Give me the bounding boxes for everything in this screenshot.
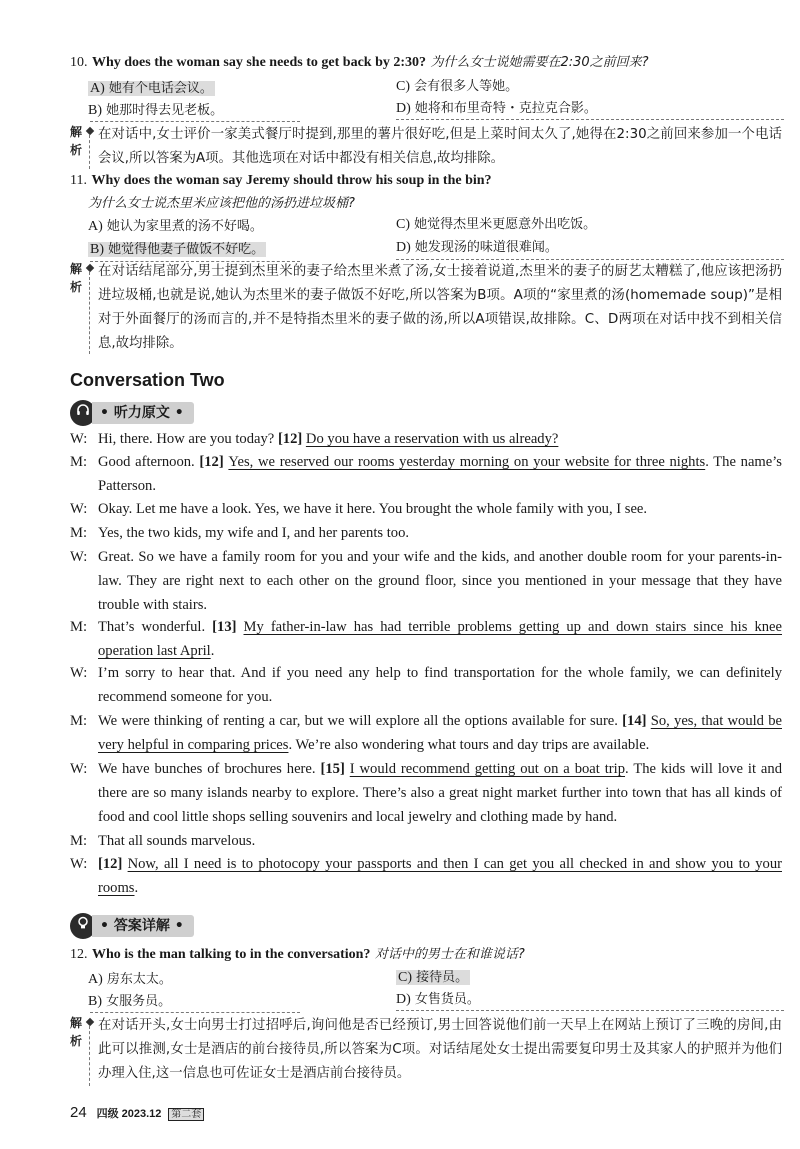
key-sentence: My father-in-law has had terrible problems getting up and down stairs since his knee operation last April: [98, 619, 782, 659]
dialogue-line: [70, 497, 782, 521]
utterance-text: I’m sorry to hear that. And if you need any help to find transportation for the whole family, we can definitely recommend someone for you.: [98, 665, 782, 705]
utterance: [98, 852, 782, 900]
dialogue-line: [70, 757, 782, 829]
utterance-text: We have bunches of brochures here.: [98, 761, 321, 777]
correct-answer-highlight: A) 她有个电话会议。: [90, 81, 213, 96]
explanation-11: [70, 260, 782, 356]
explanation-text: 在对话结尾部分,男士提到杰里米的妻子给杰里米煮了汤,女士接着说道,杰里米的妻子的厨艺太糟糕了,他应该把汤扔进垃圾桶,也就是说,她认为杰里米的妻子做饭不好吃,所以答案为B项。A项的“家里煮的汤(homemade soup)”是相对于外面餐厅的汤而言的,并不是特指杰里米的妻子做的汤,所以A项错误,故排除。C、D两项在对话中找不到相关信息,故均排除。: [98, 264, 782, 351]
question-ref: [12]: [199, 454, 229, 470]
transcript-badge-label: • 听力原文 •: [92, 402, 194, 424]
question-ref: [15]: [320, 761, 350, 777]
option-c: [396, 968, 470, 988]
utterance: [98, 757, 782, 829]
explanation-10: [70, 123, 782, 171]
page-number: 24: [70, 1104, 87, 1121]
utterance: [98, 829, 782, 853]
speaker-label: W:: [70, 665, 88, 681]
key-sentence: I would recommend getting out on a boat trip: [349, 761, 626, 777]
option-d: D) 女售货员。: [396, 992, 480, 1007]
utterance-text: .: [210, 643, 215, 659]
option-b: B) 女服务员。: [88, 994, 172, 1009]
explanation-rule: [89, 1026, 90, 1086]
transcript-badge: [70, 400, 194, 426]
utterance-text: . We’re also wondering what tours and day trips are available.: [288, 737, 650, 753]
dialogue-line: [70, 852, 782, 900]
utterance-text: Okay. Let me have a look. Yes, we have it here. You brought the whole family with you, I see.: [98, 501, 648, 517]
diamond-bullet-icon: [86, 1018, 94, 1026]
issue-label: 四级 2023.12: [96, 1108, 162, 1120]
question-10: [70, 52, 780, 73]
utterance-text: That’s wonderful.: [98, 619, 213, 635]
speaker-label: W:: [70, 431, 88, 447]
question-ref: [14]: [622, 713, 651, 729]
dialogue-line: [70, 661, 782, 709]
diamond-bullet-icon: [86, 127, 94, 135]
correct-answer-highlight: C) 接待员。: [398, 970, 469, 985]
dialogue-line: [70, 545, 782, 617]
utterance-text: That all sounds marvelous.: [98, 833, 256, 849]
correct-answer-highlight: B) 她觉得他妻子做饭不好吃。: [90, 242, 265, 257]
option-b: [88, 240, 266, 260]
divider: [396, 119, 784, 120]
utterance: [98, 521, 782, 545]
answer-badge: [70, 913, 194, 939]
explanation-text: 在对话开头,女士向男士打过招呼后,询问他是否已经预订,男士回答说他们前一天早上在网站上预订了三晚的房间,由此可以推测,女士是酒店的前台接待员,所以答案为C项。对话结尾处女士提出需要复印男士及其家人的护照并为他们办理入住,这一信息也可佐证女士是酒店前台接待员。: [98, 1018, 782, 1081]
speaker-label: M:: [70, 619, 88, 635]
option-d: D) 她将和布里奇特・克拉克合影。: [396, 101, 597, 116]
utterance-text: Good afternoon.: [98, 454, 200, 470]
dialogue-line: [70, 615, 782, 663]
question-12: [70, 944, 780, 965]
option-b: B) 她那时得去见老板。: [88, 103, 224, 118]
question-11-zh: [88, 193, 798, 214]
page-footer: [70, 1104, 204, 1121]
explanation-text: 在对话中,女士评价一家美式餐厅时提到,那里的薯片很好吃,但是上菜时间太久了,她得在2:30之前回来参加一个电话会议,所以答案为A项。其他选项在对话中都没有相关信息,故均排除。: [98, 127, 782, 166]
utterance: [98, 497, 782, 521]
option-a: A) 她认为家里煮的汤不好喝。: [88, 219, 263, 234]
speaker-label: W:: [70, 761, 88, 777]
key-sentence: Do you have a reservation with us already?: [305, 431, 559, 447]
question-text-zh: 为什么女士说杰里米应该把他的汤扔进垃圾桶?: [88, 196, 355, 211]
option-a: [88, 79, 215, 99]
explanation-label: 解析: [70, 262, 83, 294]
speaker-label: W:: [70, 856, 88, 872]
question-text-en: Why does the woman say Jeremy should throw his soup in the bin?: [91, 173, 492, 188]
option-c: C) 她觉得杰里米更愿意外出吃饭。: [396, 217, 597, 232]
dialogue-line: [70, 450, 782, 498]
section-title: Conversation Two: [70, 370, 225, 390]
explanation-rule: [89, 135, 90, 169]
utterance: [98, 450, 782, 498]
divider: [90, 1012, 300, 1013]
diamond-bullet-icon: [86, 264, 94, 272]
question-11: [70, 170, 780, 191]
explanation-label: 解析: [70, 1016, 83, 1048]
utterance-text: . The name’s Patterson.: [98, 454, 782, 494]
utterance-text: Hi, there. How are you today?: [98, 431, 278, 447]
key-sentence: Now, all I need is to photocopy your passports and then I can get you all checked in and show you to your rooms: [98, 856, 782, 896]
explanation-label: 解析: [70, 125, 83, 157]
question-text-zh: 为什么女士说她需要在2:30之前回来?: [430, 55, 649, 70]
divider: [90, 121, 300, 122]
option-a: A) 房东太太。: [88, 972, 172, 987]
speaker-label: M:: [70, 713, 88, 729]
volume-tag: 第二套: [168, 1108, 204, 1121]
speaker-label: M:: [70, 525, 88, 541]
question-number: 12.: [70, 947, 88, 962]
utterance-text: . The kids will love it and there are so many islands nearby to explore. There’s also a great night market further into town that has all kinds of food and cool little shops selling souvenirs and local jewelry and clothing made by hand.: [98, 761, 783, 825]
dialogue-line: [70, 521, 782, 545]
key-sentence: So, yes, that would be very helpful in comparing prices: [98, 713, 782, 753]
utterance: [98, 661, 782, 709]
utterance: [98, 427, 782, 451]
question-ref: [12]: [98, 856, 128, 872]
dialogue-line: [70, 709, 782, 757]
speaker-label: W:: [70, 549, 88, 565]
question-ref: [12]: [277, 431, 306, 447]
question-text-en: Who is the man talking to in the conversation?: [91, 947, 371, 962]
question-text-zh: 对话中的男士在和谁说话?: [374, 947, 525, 962]
question-ref: [13]: [212, 619, 244, 635]
question-number: 10.: [70, 55, 88, 70]
explanation-12: [70, 1014, 782, 1088]
utterance-text: Great. So we have a family room for you and your wife and the kids, and another double room for your parents-in-law. They are right next to each other on the ground floor, since you mentioned in your message that they have trouble with stairs.: [98, 549, 782, 613]
answer-badge-label: • 答案详解 •: [92, 915, 194, 937]
speaker-label: M:: [70, 454, 88, 470]
option-d: D) 她发现汤的味道很难闻。: [396, 240, 558, 255]
question-number: 11.: [70, 173, 87, 188]
utterance: [98, 615, 782, 663]
utterance-text: Yes, the two kids, my wife and I, and her parents too.: [98, 525, 410, 541]
divider: [396, 1010, 784, 1011]
speaker-label: W:: [70, 501, 88, 517]
utterance: [98, 545, 782, 617]
utterance-text: We were thinking of renting a car, but we will explore all the options available for sure.: [98, 713, 623, 729]
dialogue-line: [70, 427, 782, 451]
key-sentence: Yes, we reserved our rooms yesterday morning on your website for three nights: [228, 454, 706, 470]
utterance-text: .: [134, 880, 139, 896]
explanation-rule: [89, 272, 90, 354]
speaker-label: M:: [70, 833, 88, 849]
option-c: C) 会有很多人等她。: [396, 79, 519, 94]
question-text-en: Why does the woman say she needs to get back by 2:30?: [91, 55, 427, 70]
dialogue-line: [70, 829, 782, 853]
utterance: [98, 709, 782, 757]
